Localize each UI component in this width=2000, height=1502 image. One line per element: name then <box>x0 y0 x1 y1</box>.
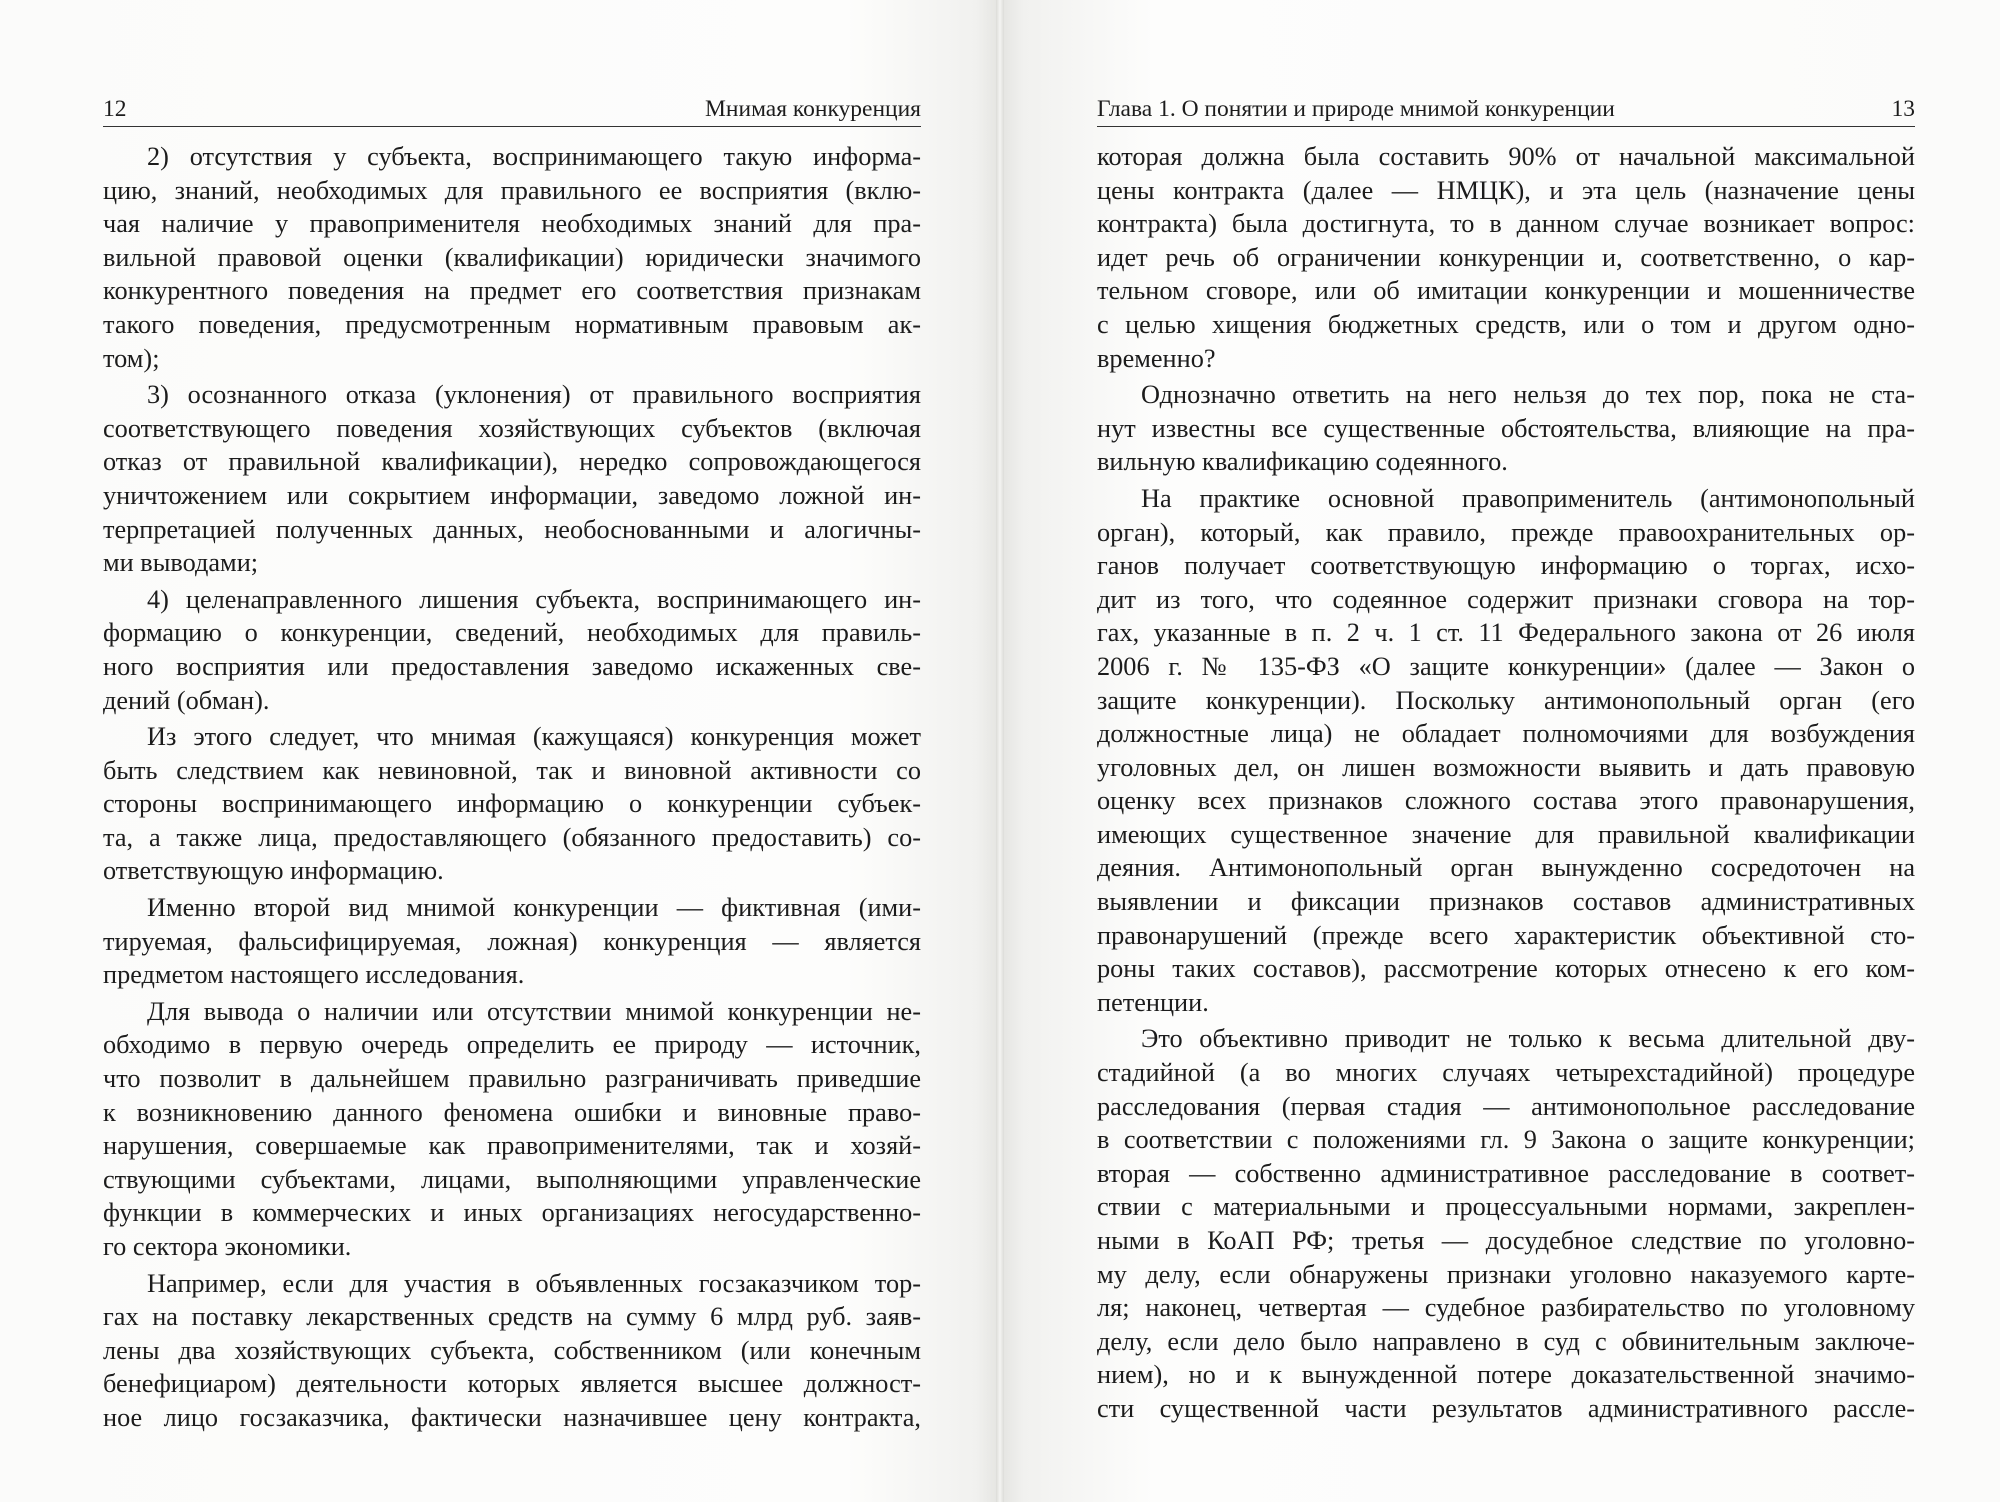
text-line: оценку всех признаков сложного состава этого правонарушения, <box>1097 786 1915 816</box>
text-line: которая должна была составить 90% от начальной максимальной <box>1097 142 1915 171</box>
text-line: Например, если для участия в объявленных госзаказчиком тор- <box>147 1268 921 1298</box>
text-line: уголовных дел, он лишен возможности выявить и дать правовую <box>1097 752 1915 782</box>
text-line: имеющих существенное значение для правильной квалификации <box>1097 819 1915 849</box>
text-line: правонарушений (прежде всего характеристик объективной сто- <box>1097 920 1915 950</box>
text-line: чая наличие у правоприменителя необходимых знаний для пра- <box>103 209 921 239</box>
text-line: ствии с материальными и процессуальными нормами, закреплен- <box>1097 1192 1915 1222</box>
text-line: Именно второй вид мнимой конкуренции — фиктивная (ими- <box>147 893 921 923</box>
text-line: вильной правовой оценки (квалификации) юридически значимого <box>103 242 921 272</box>
text-line: го сектора экономики. <box>103 1232 352 1261</box>
text-line: Из этого следует, что мнимая (кажущаяся) конкуренция может <box>147 722 921 752</box>
text-line: соответствующего поведения хозяйствующих субъектов (включая <box>103 413 921 443</box>
paragraph <box>103 720 921 888</box>
text-line: гах, указанные в п. 2 ч. 1 ст. 11 Федерального закона от 26 июля <box>1097 618 1915 648</box>
text-line: должностные лица) не обладает полномочиями для возбуждения <box>1097 719 1915 749</box>
text-line: 4) целенаправленного лишения субъекта, воспринимающего ин- <box>147 584 921 614</box>
paragraph <box>103 140 921 375</box>
text-line: Для вывода о наличии или отсутствии мнимой конкуренции не- <box>147 996 921 1026</box>
paragraph <box>1097 140 1915 375</box>
text-line: стадийной (а во многих случаях четырехстадийной) процедуре <box>1097 1058 1915 1088</box>
text-line: цию, знаний, необходимых для правильного ее восприятия (вклю- <box>103 175 921 205</box>
text-line: тируемая, фальсифицируемая, ложная) конкуренция — является <box>103 926 921 956</box>
book-gutter <box>996 0 1004 1502</box>
text-line: контракта) была достигнута, то в данном случае возникает вопрос: <box>1097 209 1915 239</box>
text-line: ного восприятия или предоставления заведомо искаженных све- <box>103 651 921 681</box>
text-line: такого поведения, предусмотренным нормативным правовым ак- <box>103 309 921 339</box>
text-line: что позволит в дальнейшем правильно разграничивать приведшие <box>103 1064 921 1094</box>
text-line: уничтожением или сокрытием информации, заведомо ложной ин- <box>103 480 921 510</box>
text-line: к возникновению данного феномена ошибки и виновные право- <box>103 1097 921 1127</box>
text-line: расследования (первая стадия — антимонопольное расследование <box>1097 1091 1915 1121</box>
right-page <box>1004 0 2000 1502</box>
text-line: делу, если дело было направлено в суд с обвинительным заключе- <box>1097 1326 1915 1356</box>
left-page-number: 12 <box>103 96 127 122</box>
text-line: деяния. Антимонопольный орган вынужденно сосредоточен на <box>1097 853 1915 883</box>
text-line: нут известны все существенные обстоятельства, влияющие на пра- <box>1097 413 1915 443</box>
text-line: роны таких составов), рассмотрение которых отнесено к его ком- <box>1097 954 1915 984</box>
left-page-body <box>103 140 921 1438</box>
text-line: На практике основной правоприменитель (антимонопольный <box>1141 483 1915 513</box>
text-line: в соответствии с положениями гл. 9 Закона о защите конкуренции; <box>1097 1125 1915 1155</box>
paragraph <box>1097 482 1915 1020</box>
paragraph <box>103 1267 921 1435</box>
text-line: дений (обман). <box>103 685 270 715</box>
right-running-title: Глава 1. О понятии и природе мнимой конкуренции <box>1097 96 1615 122</box>
text-line: та, а также лица, предоставляющего (обязанного предоставить) со- <box>103 822 921 852</box>
text-line: том); <box>103 343 160 373</box>
text-line: орган), который, как правило, прежде правоохранительных ор- <box>1097 517 1915 547</box>
left-page-header <box>103 92 921 127</box>
text-line: ными в КоАП РФ; третья — досудебное следствие по уголовно- <box>1097 1226 1915 1255</box>
text-line: 2006 г. № 135-ФЗ «О защите конкуренции» (далее — Закон о <box>1097 651 1915 681</box>
text-line: терпретацией полученных данных, необоснованными и алогичны- <box>103 514 921 544</box>
text-line: ное лицо госзаказчика, фактически назначившее цену контракта, <box>103 1402 921 1432</box>
paragraph <box>103 378 921 580</box>
text-line: нием), но и к вынужденной потере доказательственной значимо- <box>1097 1360 1915 1390</box>
left-running-title: Мнимая конкуренция <box>705 96 921 122</box>
right-page-body <box>1097 140 1915 1429</box>
text-line: цены контракта (далее — НМЦК), и эта цель (назначение цены <box>1097 175 1915 205</box>
text-line: гах на поставку лекарственных средств на сумму 6 млрд руб. заяв- <box>103 1302 921 1332</box>
text-line: выявлении и фиксации признаков составов административных <box>1097 887 1915 917</box>
text-line: стороны воспринимающего информацию о конкуренции субъек- <box>103 789 921 819</box>
text-line: бенефициаром) деятельности которых является высшее должност- <box>103 1369 921 1399</box>
text-line: ми выводами; <box>103 548 259 578</box>
text-line: лены два хозяйствующих субъекта, собственником (или конечным <box>103 1335 921 1365</box>
text-line: дит из того, что содеянное содержит признаки сговора на тор- <box>1097 584 1915 614</box>
text-line: му делу, если обнаружены признаки уголовно наказуемого карте- <box>1097 1259 1915 1289</box>
text-line: временно? <box>1097 343 1216 373</box>
text-line: 2) отсутствия у субъекта, воспринимающего такую информа- <box>147 142 921 171</box>
text-line: функции в коммерческих и иных организациях негосударственно- <box>103 1198 921 1228</box>
text-line: предметом настоящего исследования. <box>103 960 525 990</box>
text-line: сти существенной части результатов административного рассле- <box>1097 1393 1915 1423</box>
paragraph <box>103 583 921 717</box>
paragraph <box>1097 378 1915 479</box>
text-line: ганов получает соответствующую информацию о торгах, исхо- <box>1097 551 1915 581</box>
text-line: с целью хищения бюджетных средств, или о том и другом одно- <box>1097 309 1915 339</box>
text-line: конкурентного поведения на предмет его соответствия признакам <box>103 276 921 306</box>
right-page-number: 13 <box>1891 96 1915 122</box>
text-line: Однозначно ответить на него нельзя до тех пор, пока не ста- <box>1141 380 1915 410</box>
text-line: ствующими субъектами, лицами, выполняющими управленческие <box>103 1164 921 1194</box>
text-line: нарушения, совершаемые как правоприменителями, так и хозяй- <box>103 1131 921 1161</box>
right-page-header <box>1097 92 1915 127</box>
text-line: 3) осознанного отказа (уклонения) от правильного восприятия <box>147 380 921 410</box>
text-line: отказ от правильной квалификации), нередко сопровождающегося <box>103 447 921 477</box>
paragraph <box>103 891 921 992</box>
text-line: быть следствием как невиновной, так и виновной активности со <box>103 755 921 785</box>
text-line: вильную квалификацию содеянного. <box>1097 447 1508 477</box>
paragraph <box>1097 1022 1915 1425</box>
text-line: петенции. <box>1097 987 1209 1017</box>
text-line: ля; наконец, четвертая — судебное разбирательство по уголовному <box>1097 1293 1915 1323</box>
left-page <box>0 0 996 1502</box>
text-line: вторая — собственно административное расследование в соответ- <box>1097 1158 1915 1188</box>
paragraph <box>103 995 921 1264</box>
text-line: Это объективно приводит не только к весьма длительной дву- <box>1141 1024 1915 1054</box>
text-line: обходимо в первую очередь определить ее природу — источник, <box>103 1030 921 1060</box>
text-line: идет речь об ограничении конкуренции и, соответственно, о кар- <box>1097 242 1915 272</box>
text-line: ответствующую информацию. <box>103 856 444 886</box>
text-line: формацию о конкуренции, сведений, необходимых для правиль- <box>103 618 921 648</box>
text-line: защите конкуренции). Поскольку антимонопольный орган (его <box>1097 685 1915 715</box>
text-line: тельном сговоре, или об имитации конкуренции и мошенничестве <box>1097 276 1915 306</box>
